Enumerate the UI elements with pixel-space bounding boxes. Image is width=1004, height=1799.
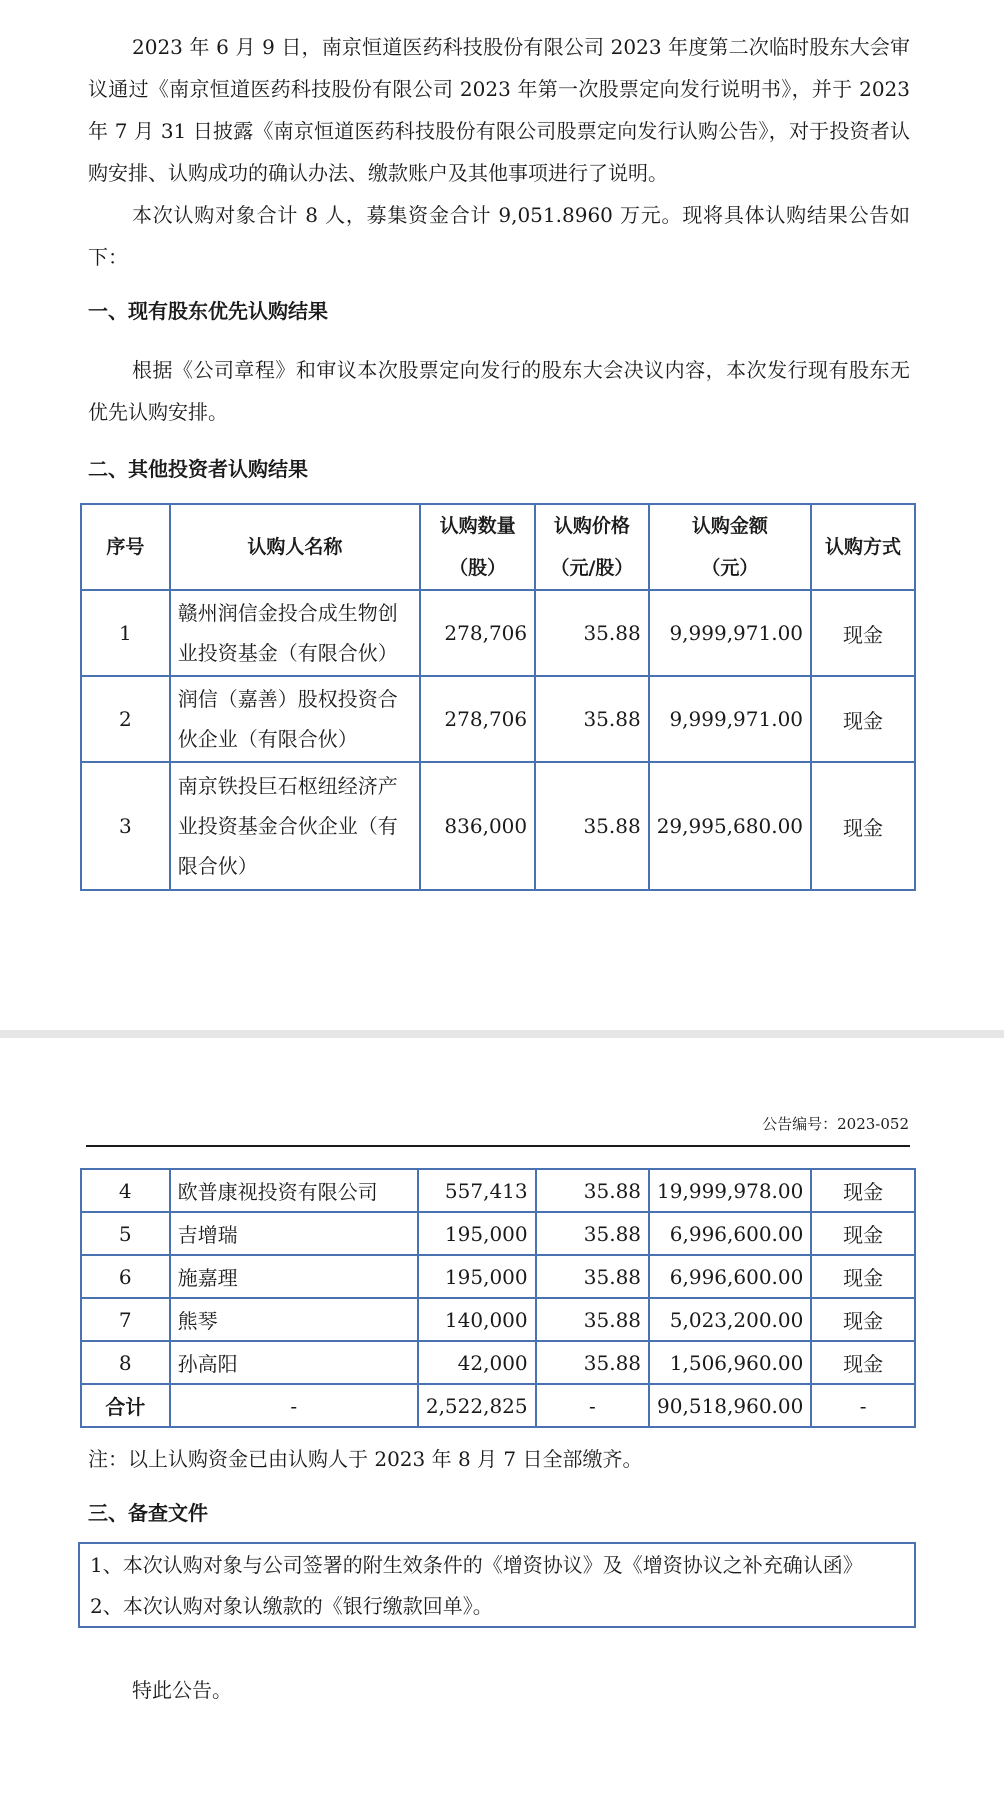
section-1-body: 根据《公司章程》和审议本次股票定向发行的股东大会决议内容，本次发行现有股东无优先认购安排。 [88,358,910,424]
table-row: 4 欧普康视投资有限公司 557,413 35.88 19,999,978.00 现金 [81,1169,915,1212]
closing-text: 特此公告。 [132,1678,232,1702]
header-amount: 认购金额 （元） [649,504,811,590]
page-separator [0,1030,1004,1038]
table-row: 3 南京铁投巨石枢纽经济产业投资基金合伙企业（有限合伙） 836,000 35.88 29,995,680.00 现金 [81,762,915,890]
reference-documents-box [78,1542,916,1628]
intro-paragraph-1: 2023 年 6 月 9 日，南京恒道医药科技股份有限公司 2023 年度第二次临时股东大会审议通过《南京恒道医药科技股份有限公司 2023 年第一次股票定向发行说明书》，并于 2023 年 7 月 31 日披露《南京恒道医药科技股份有限公司股票定向发行认购公告》，对于投资者认购安排、认购成功的确认办法、缴款账户及其他事项进行了说明。 [88,35,910,185]
header-price: 认购价格 （元/股） [535,504,649,590]
header-rule [86,1145,910,1147]
table-row: 1 赣州润信金投合成生物创业投资基金（有限合伙） 278,706 35.88 9,999,971.00 现金 [81,590,915,676]
table-footnote: 注：以上认购资金已由认购人于 2023 年 8 月 7 日全部缴齐。 [88,1447,643,1471]
table-row: 8 孙高阳 42,000 35.88 1,506,960.00 现金 [81,1341,915,1384]
section-3-title: 三、备查文件 [88,1501,208,1525]
subscription-table-part-1 [80,503,916,891]
table-row: 5 吉增瑞 195,000 35.88 6,996,600.00 现金 [81,1212,915,1255]
table-total-row: 合计 - 2,522,825 - 90,518,960.00 - [81,1384,915,1427]
section-2-title: 二、其他投资者认购结果 [88,457,308,481]
header-no: 序号 [81,504,170,590]
table-row: 7 熊琴 140,000 35.88 5,023,200.00 现金 [81,1298,915,1341]
header-method: 认购方式 [811,504,915,590]
header-name: 认购人名称 [170,504,420,590]
subscription-table-part-2 [80,1168,916,1428]
document-page-2 [0,1038,1004,1799]
section-1-title: 一、现有股东优先认购结果 [88,299,328,323]
reference-document-item: 2、本次认购对象认缴款的《银行缴款回单》。 [90,1594,493,1618]
table-header-row [81,504,915,590]
intro-paragraph-2: 本次认购对象合计 8 人，募集资金合计 9,051.8960 万元。现将具体认购结果公告如下： [88,203,910,269]
table-row: 2 润信（嘉善）股权投资合伙企业（有限合伙） 278,706 35.88 9,999,971.00 现金 [81,676,915,762]
reference-document-item: 1、本次认购对象与公司签署的附生效条件的《增资协议》及《增资协议之补充确认函》 [90,1553,863,1577]
table-row: 6 施嘉理 195,000 35.88 6,996,600.00 现金 [81,1255,915,1298]
header-qty: 认购数量 （股） [420,504,535,590]
announcement-number: 公告编号：2023-052 [762,1115,909,1133]
